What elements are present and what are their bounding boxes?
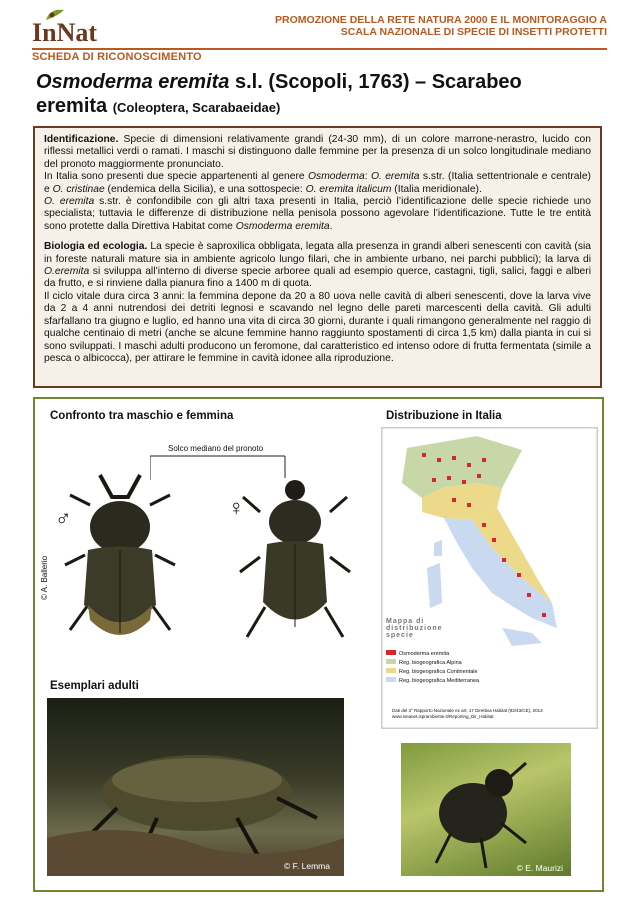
credit-ballerio: © A. Ballerio xyxy=(40,555,49,600)
text: O. eremita xyxy=(44,196,95,208)
adult-photo-1 xyxy=(47,698,344,876)
beetle-photo-image-2 xyxy=(401,743,571,876)
map-source xyxy=(392,708,592,720)
header-title-line1: PROMOZIONE DELLA RETE NATURA 2000 E IL MONITORAGGIO A xyxy=(275,14,607,26)
legend-item xyxy=(386,677,479,686)
ident-label: Identificazione. xyxy=(44,134,119,145)
legend-item xyxy=(386,659,479,668)
innat-logo xyxy=(32,8,122,48)
bio-paragraph xyxy=(44,241,591,291)
solco-caption: Solco mediano del pronoto xyxy=(168,444,264,453)
credit-maurizi: © E. Maurizi xyxy=(516,863,563,873)
legend-item xyxy=(386,668,479,677)
species-family: (Coleoptera, Scarabaeidae) xyxy=(112,100,281,115)
logo-text: InNat xyxy=(32,18,98,47)
bio-label: Biologia ed ecologia. xyxy=(44,241,148,253)
distribution-title: Distribuzione in Italia xyxy=(386,410,502,422)
text: La specie è saproxilica obbligata, legata alla presenza in grandi alberi senescenti con cavità (sia in foreste naturali mature sia in ambiente agricolo lungo filari, che in ambiente urbano, nei parchi pubblici); la larva di xyxy=(44,241,591,265)
header-title xyxy=(247,14,607,38)
text: (Italia meridionale). xyxy=(391,183,482,195)
species-name: Osmoderma eremita xyxy=(36,71,230,93)
map-legend-title: Mappa di distribuzione specie xyxy=(386,618,443,639)
text: (endemica della Sicilia), e una sottospecie: xyxy=(104,183,306,195)
legend-label: Reg. biogeografica Mediterranea xyxy=(399,678,480,684)
text: Osmoderma xyxy=(308,171,365,183)
text: O. cristinae xyxy=(52,183,105,195)
ident-paragraph-3 xyxy=(44,196,591,233)
legend-item xyxy=(386,650,479,659)
text: si sviluppa all’interno di diverse specie arboree quali ad esempio querce, castagni, tigli, salici, faggi e alberi da frutto, e si rinviene dalla pianura fino a 1400 m di quota. xyxy=(44,266,591,290)
map-legend xyxy=(386,650,479,686)
ident-text: Specie di dimensioni relativamente grandi (24-30 mm), di un colore marrone-nerastro, lucido con riflessi metallici verdi o ramati. I maschi si distinguono dalle femmine per la presenza di un solco longitudinale mediano del pronoto maggiormente pronunciato. xyxy=(44,134,591,170)
header-divider xyxy=(32,48,607,50)
text: : xyxy=(364,171,371,183)
legend-label: Reg. biogeografica Continentale xyxy=(399,669,478,675)
male-beetle-image xyxy=(60,455,180,655)
female-symbol: ♀ xyxy=(228,495,245,520)
header-title-line2: SCALA NAZIONALE DI SPECIE DI INSETTI PROTETTI xyxy=(340,26,607,38)
text: s.str. (Italia settentrionale e centrale) e xyxy=(44,171,591,195)
beetle-photo-image xyxy=(47,698,344,876)
description-box xyxy=(33,126,602,388)
ident-paragraph-2 xyxy=(44,171,591,196)
male-symbol: ♂ xyxy=(55,505,72,530)
species-author: s.l. (Scopoli, 1763) – Scarabeo xyxy=(229,71,522,93)
text: O. eremita xyxy=(370,171,420,183)
bio-paragraph-2: Il ciclo vitale dura circa 3 anni: la femmina depone da 20 a 80 uova nelle cavità di alberi senescenti, dove la larva vive da 2 a 4 anni nutrendosi dei detriti legnosi e scavando nel legno delle pareti marcescenti della cavità. Gli adulti sfarfallano tra giugno e luglio, ed hanno una vita di circa 30 giorni, durante i quali rimangono generalmente nel raggio di qualche centinaio di metri (anche se alcune femmine hanno raggiunto spostamenti di circa 1,5 km) dalla pianta in cui si sono sviluppati. I maschi adulti producono un feromone, dal caratteristico ed intenso odore di frutta fermentata (simile a pesca o albicocca), per attirare le femmine in cavità idonee alla riproduzione. xyxy=(44,290,591,364)
female-beetle-image xyxy=(235,462,355,652)
map-source-line: Dati del 3° Rapporto Nazionale ex art. 17 Direttiva Habitat (92/43/CE), 2013 xyxy=(392,708,543,713)
text: . xyxy=(329,220,333,232)
legend-label: Reg. biogeografica Alpina xyxy=(399,660,462,666)
map-source-link: www.sinanet.isprambiente.it/Reporting_Dir_Habitat xyxy=(392,714,494,719)
text: O. eremita italicum xyxy=(305,183,392,195)
scheda-label: SCHEDA DI RICONOSCIMENTO xyxy=(32,51,202,63)
legend-label: Osmoderma eremita xyxy=(399,651,450,657)
species-title xyxy=(36,70,606,120)
text: O.eremita xyxy=(44,266,90,278)
credit-lemma: © F. Lemma xyxy=(284,861,330,871)
adult-photo-2 xyxy=(401,743,571,876)
compare-title: Confronto tra maschio e femmina xyxy=(50,410,234,422)
text: In Italia sono presenti due specie appartenenti al genere xyxy=(44,171,309,183)
ident-paragraph xyxy=(44,134,591,171)
species-common-name: eremita xyxy=(36,95,108,117)
adults-title: Esemplari adulti xyxy=(50,680,139,692)
text: s.str. è confondibile con gli altri taxa presenti in Italia, perciò l’identificazione delle specie richiede uno specialista; tuttavia le differenze di distribuzione nella penisola possono agevolare l’identificazione. Tutte le tre entità sono protette dalla Direttiva Habitat come xyxy=(44,196,591,232)
text: Osmoderma eremita xyxy=(235,220,330,232)
distribution-map xyxy=(381,427,598,729)
